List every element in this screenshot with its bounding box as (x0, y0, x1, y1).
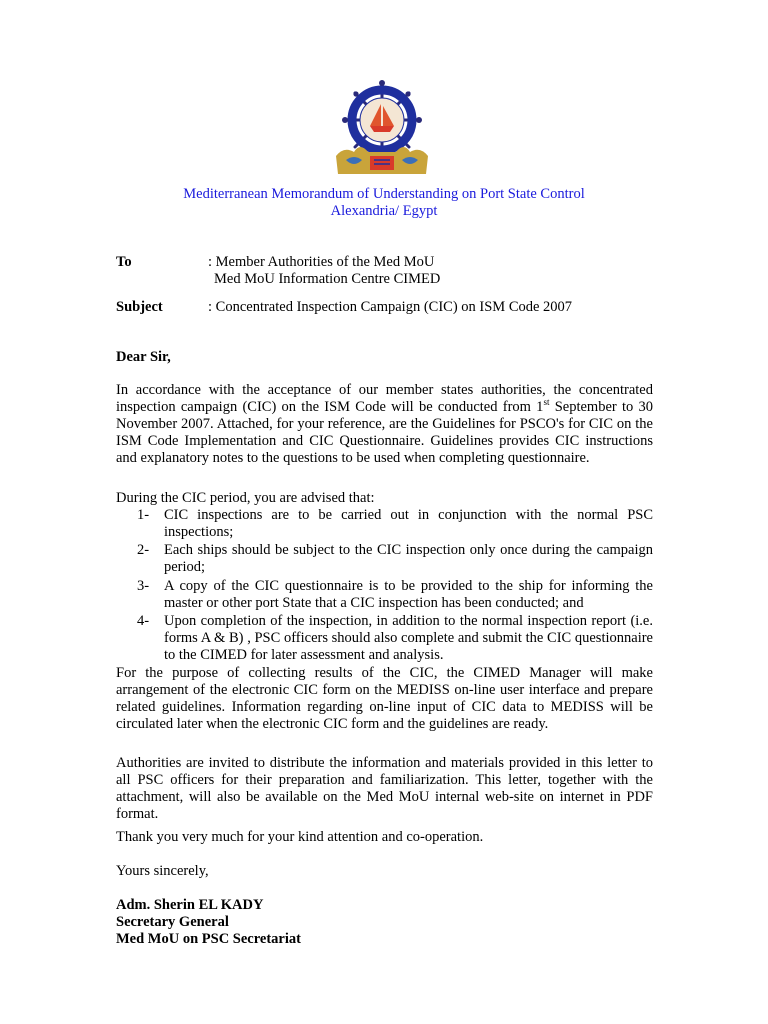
intro-text-2: September to 30 November 2007. Attached, for your reference, are the Guidelines for PSCO's for CIC on the ISM Code Implementation and CIC Questionnaire. Guidelines provides CIC instructions and explanatory notes to the questions to be used when completing questionnaire. (116, 398, 653, 466)
intro-superscript: st (543, 397, 550, 408)
organization-location: Alexandria/ Egypt (330, 203, 438, 219)
to-recipient-1: : Member Authorities of the Med MoU (208, 254, 435, 270)
list-item-text: A copy of the CIC questionnaire is to be provided to the ship for informing the master or other port State that a CIC inspection has been conducted; and (164, 577, 653, 611)
list-item-number: 1- (137, 507, 150, 523)
med-mou-logo (324, 80, 440, 178)
list-item (116, 578, 653, 612)
to-label: To (116, 254, 132, 270)
thanks-line: Thank you very much for your kind attention and co-operation. (116, 829, 484, 845)
list-item-text: Upon completion of the inspection, in addition to the normal inspection report (i.e. forms A & B) , PSC officers should also complete and submit the CIC questionnaire to the CIMED for later assessment and analysis. (164, 612, 653, 663)
distribute-paragraph: Authorities are invited to distribute the information and materials provided in this letter to all PSC officers for their preparation and familiarization. This letter, together with the attachment, will also be available on the Med MoU internal web-site on internet in PDF format. (116, 755, 653, 822)
intro-text-1: In accordance with the acceptance of our member states authorities, the concentrated inspection campaign (CIC) on the ISM Code will be conducted from 1 (116, 382, 653, 415)
advised-intro: During the CIC period, you are advised that: (116, 490, 375, 506)
list-item-text: CIC inspections are to be carried out in conjunction with the normal PSC inspections; (164, 507, 653, 540)
organization-name: Mediterranean Memorandum of Understanding on Port State Control (183, 186, 585, 202)
list-item-number: 4- (137, 612, 150, 629)
list-item-text: Each ships should be subject to the CIC inspection only once during the campaign period; (164, 542, 653, 576)
closing-line: Yours sincerely, (116, 863, 209, 879)
signatory-office: Med MoU on PSC Secretariat (116, 931, 301, 947)
subject-value: : Concentrated Inspection Campaign (CIC) on ISM Code 2007 (208, 299, 573, 315)
advice-list (116, 507, 653, 665)
signatory-name: Adm. Sherin EL KADY (116, 897, 264, 913)
list-item (116, 507, 653, 541)
list-item (116, 542, 653, 576)
signatory-title: Secretary General (116, 914, 229, 930)
list-item (116, 613, 653, 664)
list-item-number: 2- (137, 542, 150, 559)
results-paragraph: For the purpose of collecting results of the CIC, the CIMED Manager will make arrangement of the electronic CIC form on the MEDISS on-line user interface and prepare related guidelines. Information regarding on-line input of CIC data to MEDISS will be circulated later when the electronic CIC form and the guidelines are ready. (116, 665, 653, 732)
list-item-number: 3- (137, 577, 150, 594)
intro-paragraph (116, 382, 653, 467)
salutation: Dear Sir, (116, 349, 171, 365)
ship-wheel-icon (342, 80, 422, 158)
subject-label: Subject (116, 299, 163, 315)
to-recipient-2: Med MoU Information Centre CIMED (214, 271, 441, 287)
